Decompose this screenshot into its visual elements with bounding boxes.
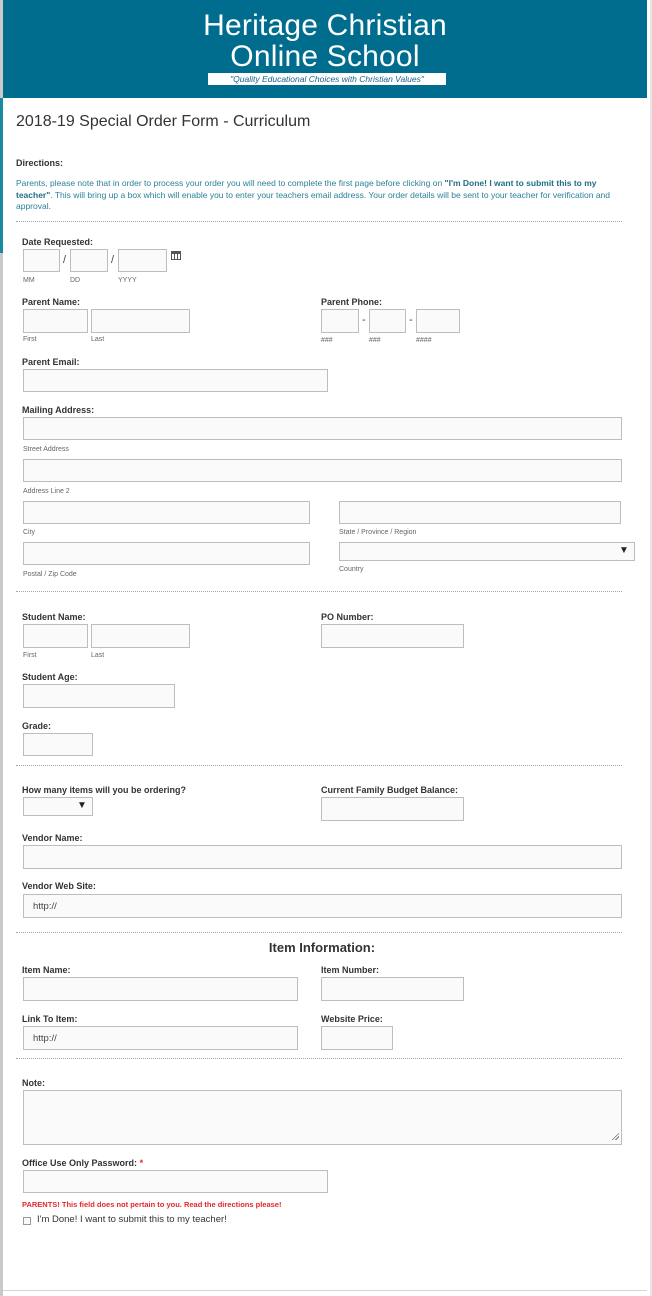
po-number-input[interactable] <box>321 624 464 648</box>
phone-line-sublabel: #### <box>416 337 432 344</box>
done-checkbox[interactable] <box>23 1217 31 1225</box>
school-name-line1: Heritage Christian <box>203 9 447 42</box>
phone-area-sublabel: ### <box>321 337 333 344</box>
calendar-icon[interactable] <box>171 251 181 260</box>
link-to-item-input[interactable]: http:// <box>23 1026 298 1050</box>
student-last-name-input[interactable] <box>91 624 190 648</box>
required-asterisk: * <box>139 1158 144 1168</box>
grade-label: Grade: <box>22 721 52 731</box>
phone-prefix-input[interactable] <box>369 309 406 333</box>
item-information-heading: Item Information: <box>268 940 376 955</box>
student-first-sublabel: First <box>23 652 37 659</box>
section-divider <box>16 765 622 766</box>
date-requested-label: Date Requested: <box>22 237 94 247</box>
student-name-label: Student Name: <box>22 612 86 622</box>
office-password-label-text: Office Use Only Password: <box>22 1158 138 1168</box>
parent-phone-label: Parent Phone: <box>321 297 383 307</box>
parent-last-sublabel: Last <box>91 336 105 343</box>
date-separator: / <box>111 254 115 266</box>
parent-first-name-input[interactable] <box>23 309 88 333</box>
link-to-item-label: Link To Item: <box>22 1014 78 1024</box>
phone-separator: - <box>409 314 413 326</box>
vendor-website-label: Vendor Web Site: <box>22 881 96 891</box>
zip-input[interactable] <box>23 542 310 565</box>
state-sublabel: State / Province / Region <box>339 529 417 536</box>
mailing-address-label: Mailing Address: <box>22 405 95 415</box>
directions-label: Directions: <box>16 158 64 168</box>
items-count-label: How many items will you be ordering? <box>22 785 187 795</box>
date-month-sublabel: MM <box>23 277 35 284</box>
date-year-input[interactable] <box>118 249 167 272</box>
parent-first-sublabel: First <box>23 336 37 343</box>
parent-last-name-input[interactable] <box>91 309 190 333</box>
vendor-name-input[interactable] <box>23 845 622 869</box>
website-price-input[interactable] <box>321 1026 393 1050</box>
triangle-down-icon: ▼ <box>619 545 629 556</box>
budget-balance-label: Current Family Budget Balance: <box>321 785 459 795</box>
resize-handle-icon[interactable] <box>611 1132 619 1140</box>
state-input[interactable] <box>339 501 621 524</box>
student-last-sublabel: Last <box>91 652 105 659</box>
date-month-input[interactable] <box>23 249 60 272</box>
section-divider <box>16 591 622 592</box>
item-number-label: Item Number: <box>321 965 380 975</box>
vendor-name-label: Vendor Name: <box>22 833 83 843</box>
budget-balance-input[interactable] <box>321 797 464 821</box>
address-line2-sublabel: Address Line 2 <box>23 488 70 495</box>
school-header <box>3 0 647 98</box>
directions-text-part1: Parents, please note that in order to process your order you will need to complete the first page before clicking on <box>16 178 445 188</box>
section-divider <box>16 1058 622 1059</box>
phone-area-code-input[interactable] <box>321 309 359 333</box>
website-price-label: Website Price: <box>321 1014 383 1024</box>
student-age-label: Student Age: <box>22 672 78 682</box>
date-year-sublabel: YYYY <box>118 277 137 284</box>
directions-text <box>16 178 616 213</box>
date-separator: / <box>63 254 67 266</box>
country-sublabel: Country <box>339 566 364 573</box>
office-password-input[interactable] <box>23 1170 328 1193</box>
phone-separator: - <box>362 314 366 326</box>
zip-sublabel: Postal / Zip Code <box>23 571 77 578</box>
directions-text-bold: "I'm Done! I want to submit this to my teacher" <box>16 178 597 200</box>
country-select[interactable] <box>339 542 635 561</box>
student-first-name-input[interactable] <box>23 624 88 648</box>
page-bottom-border <box>3 1290 647 1291</box>
directions-text-part2: . This will bring up a box which will enable you to enter your teachers email address. Your order details will be sent to your teacher for verification and approval. <box>16 189 611 211</box>
city-input[interactable] <box>23 501 310 524</box>
city-sublabel: City <box>23 529 36 536</box>
street-address-sublabel: Street Address <box>23 446 69 453</box>
office-password-label <box>22 1158 143 1168</box>
parents-warning-text: PARENTS! This field does not pertain to you. Read the directions please! <box>22 1200 282 1209</box>
grade-input[interactable] <box>23 733 93 756</box>
item-number-input[interactable] <box>321 977 464 1001</box>
parent-email-input[interactable] <box>23 369 328 392</box>
form-title: 2018-19 Special Order Form - Curriculum <box>16 113 311 130</box>
left-accent-bar <box>0 98 3 253</box>
phone-line-input[interactable] <box>416 309 460 333</box>
parent-name-label: Parent Name: <box>22 297 81 307</box>
address-line2-input[interactable] <box>23 459 622 482</box>
vendor-website-input[interactable]: http:// <box>23 894 622 918</box>
street-address-input[interactable] <box>23 417 622 440</box>
school-tagline: "Quality Educational Choices with Christian Values" <box>208 73 446 85</box>
item-name-input[interactable] <box>23 977 298 1001</box>
section-divider <box>16 932 622 933</box>
triangle-down-icon: ▼ <box>77 800 87 811</box>
date-day-input[interactable] <box>70 249 108 272</box>
date-day-sublabel: DD <box>70 277 81 284</box>
student-age-input[interactable] <box>23 684 175 708</box>
parent-email-label: Parent Email: <box>22 357 80 367</box>
section-divider <box>16 221 622 222</box>
po-number-label: PO Number: <box>321 612 374 622</box>
item-name-label: Item Name: <box>22 965 71 975</box>
note-textarea[interactable] <box>23 1090 622 1145</box>
school-name-line2: Online School <box>230 40 420 73</box>
phone-prefix-sublabel: ### <box>369 337 381 344</box>
done-checkbox-label[interactable]: I'm Done! I want to submit this to my teacher! <box>37 1214 227 1225</box>
note-label: Note: <box>22 1078 45 1088</box>
